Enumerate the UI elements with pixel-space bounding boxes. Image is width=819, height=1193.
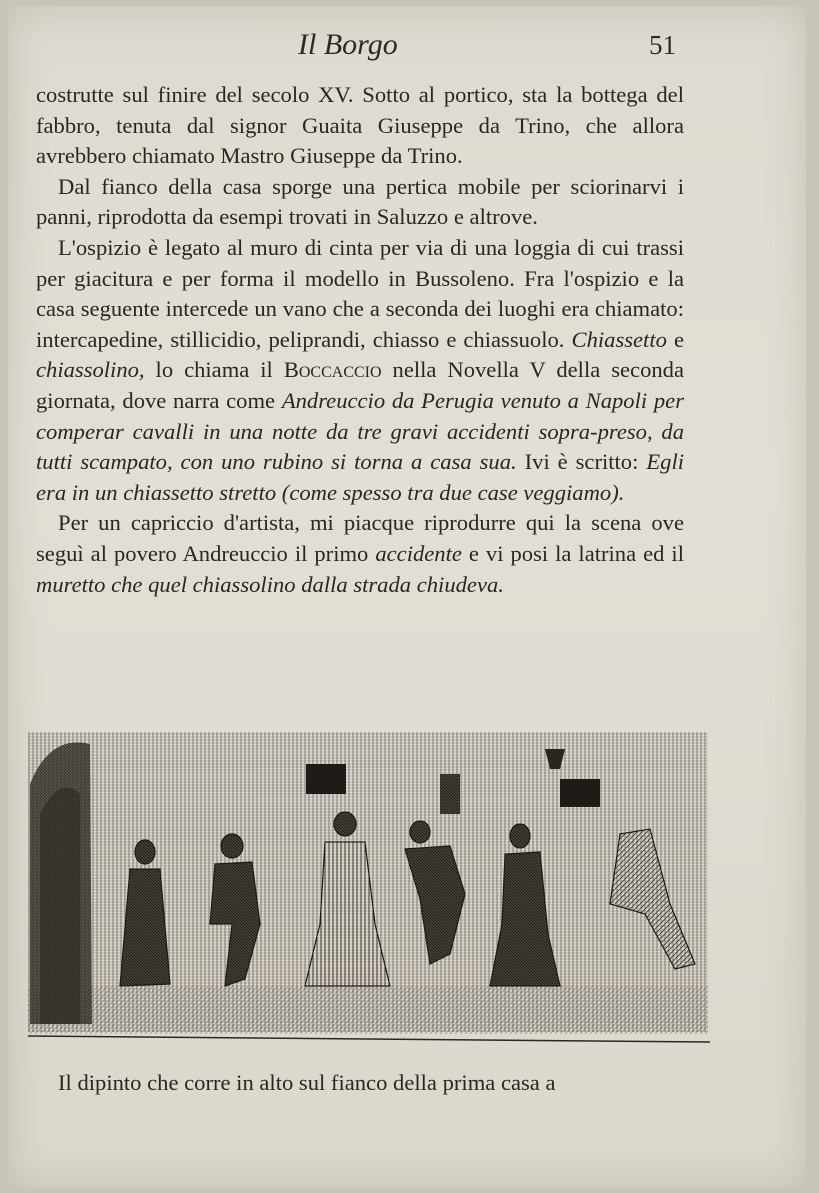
- running-head: [8, 28, 806, 68]
- conjunction: e: [673, 326, 684, 352]
- body-text: [36, 80, 684, 600]
- paragraph-4: [36, 508, 684, 600]
- engraving-street-scene-icon: [20, 724, 710, 1049]
- paragraph-3-text-d: Ivi è scritto:: [524, 449, 639, 475]
- quotation: Egli era in un chiassetto stretto (come spesso tra due case veggiamo).: [36, 449, 684, 505]
- italic-muretto: muretto che quel chiassolino dalla strada chiudeva.: [36, 571, 504, 597]
- novella-title: Andreuccio da Perugia venuto a Napoli per comperar cavalli in una notte da tre gravi accidenti sopra-preso, da tutti scampato, con uno rubino si torna a casa sua.: [36, 387, 685, 475]
- paragraph-3-text-b: lo chiama il: [155, 357, 273, 383]
- paragraph-2: Dal fianco della casa sporge una pertica mobile per sciorinarvi i panni, riprodotta da esempi trovati in Saluzzo e altrove.: [36, 173, 684, 230]
- caption-text: Il dipinto che corre in alto sul fianco della prima casa a: [58, 1070, 556, 1095]
- italic-chiassolino: chiassolino,: [36, 357, 145, 383]
- italic-chiassetto: Chiassetto: [571, 326, 667, 352]
- paragraph-4-text-b: e vi posi la latrina ed il: [468, 540, 684, 566]
- italic-accidente: accidente: [375, 540, 462, 566]
- paragraph-4-text-a: Per un capriccio d'artista, mi piacque riprodurre qui la scena ove seguì al povero Andreuccio il primo: [36, 510, 684, 566]
- engraving-figure: [20, 724, 710, 1049]
- author-name: Boccaccio: [283, 357, 382, 383]
- paragraph-3-text-a: L'ospizio è legato al muro di cinta per via di una loggia di cui trassi per giacitura e per forma il modello in Bussoleno. Fra l'ospizio e la casa seguente intercede un vano che a seconda dei luoghi era chiamato: intercapedine, stillicidio, peliprandi, chiasso e chiassuolo.: [36, 234, 684, 352]
- paragraph-3-text-c: nella Novella V della seconda giornata, dove narra come: [36, 357, 684, 413]
- page-number: 51: [649, 30, 676, 60]
- paragraph-1: costrutte sul finire del secolo XV. Sotto al portico, sta la bottega del fabbro, tenuta dal signor Guaita Giuseppe da Trino, che allora avrebbero chiamato Mastro Giuseppe da Trino.: [36, 82, 684, 169]
- paragraph-3: [36, 233, 684, 508]
- running-title: Il Borgo: [298, 28, 398, 61]
- book-page: [8, 6, 806, 1188]
